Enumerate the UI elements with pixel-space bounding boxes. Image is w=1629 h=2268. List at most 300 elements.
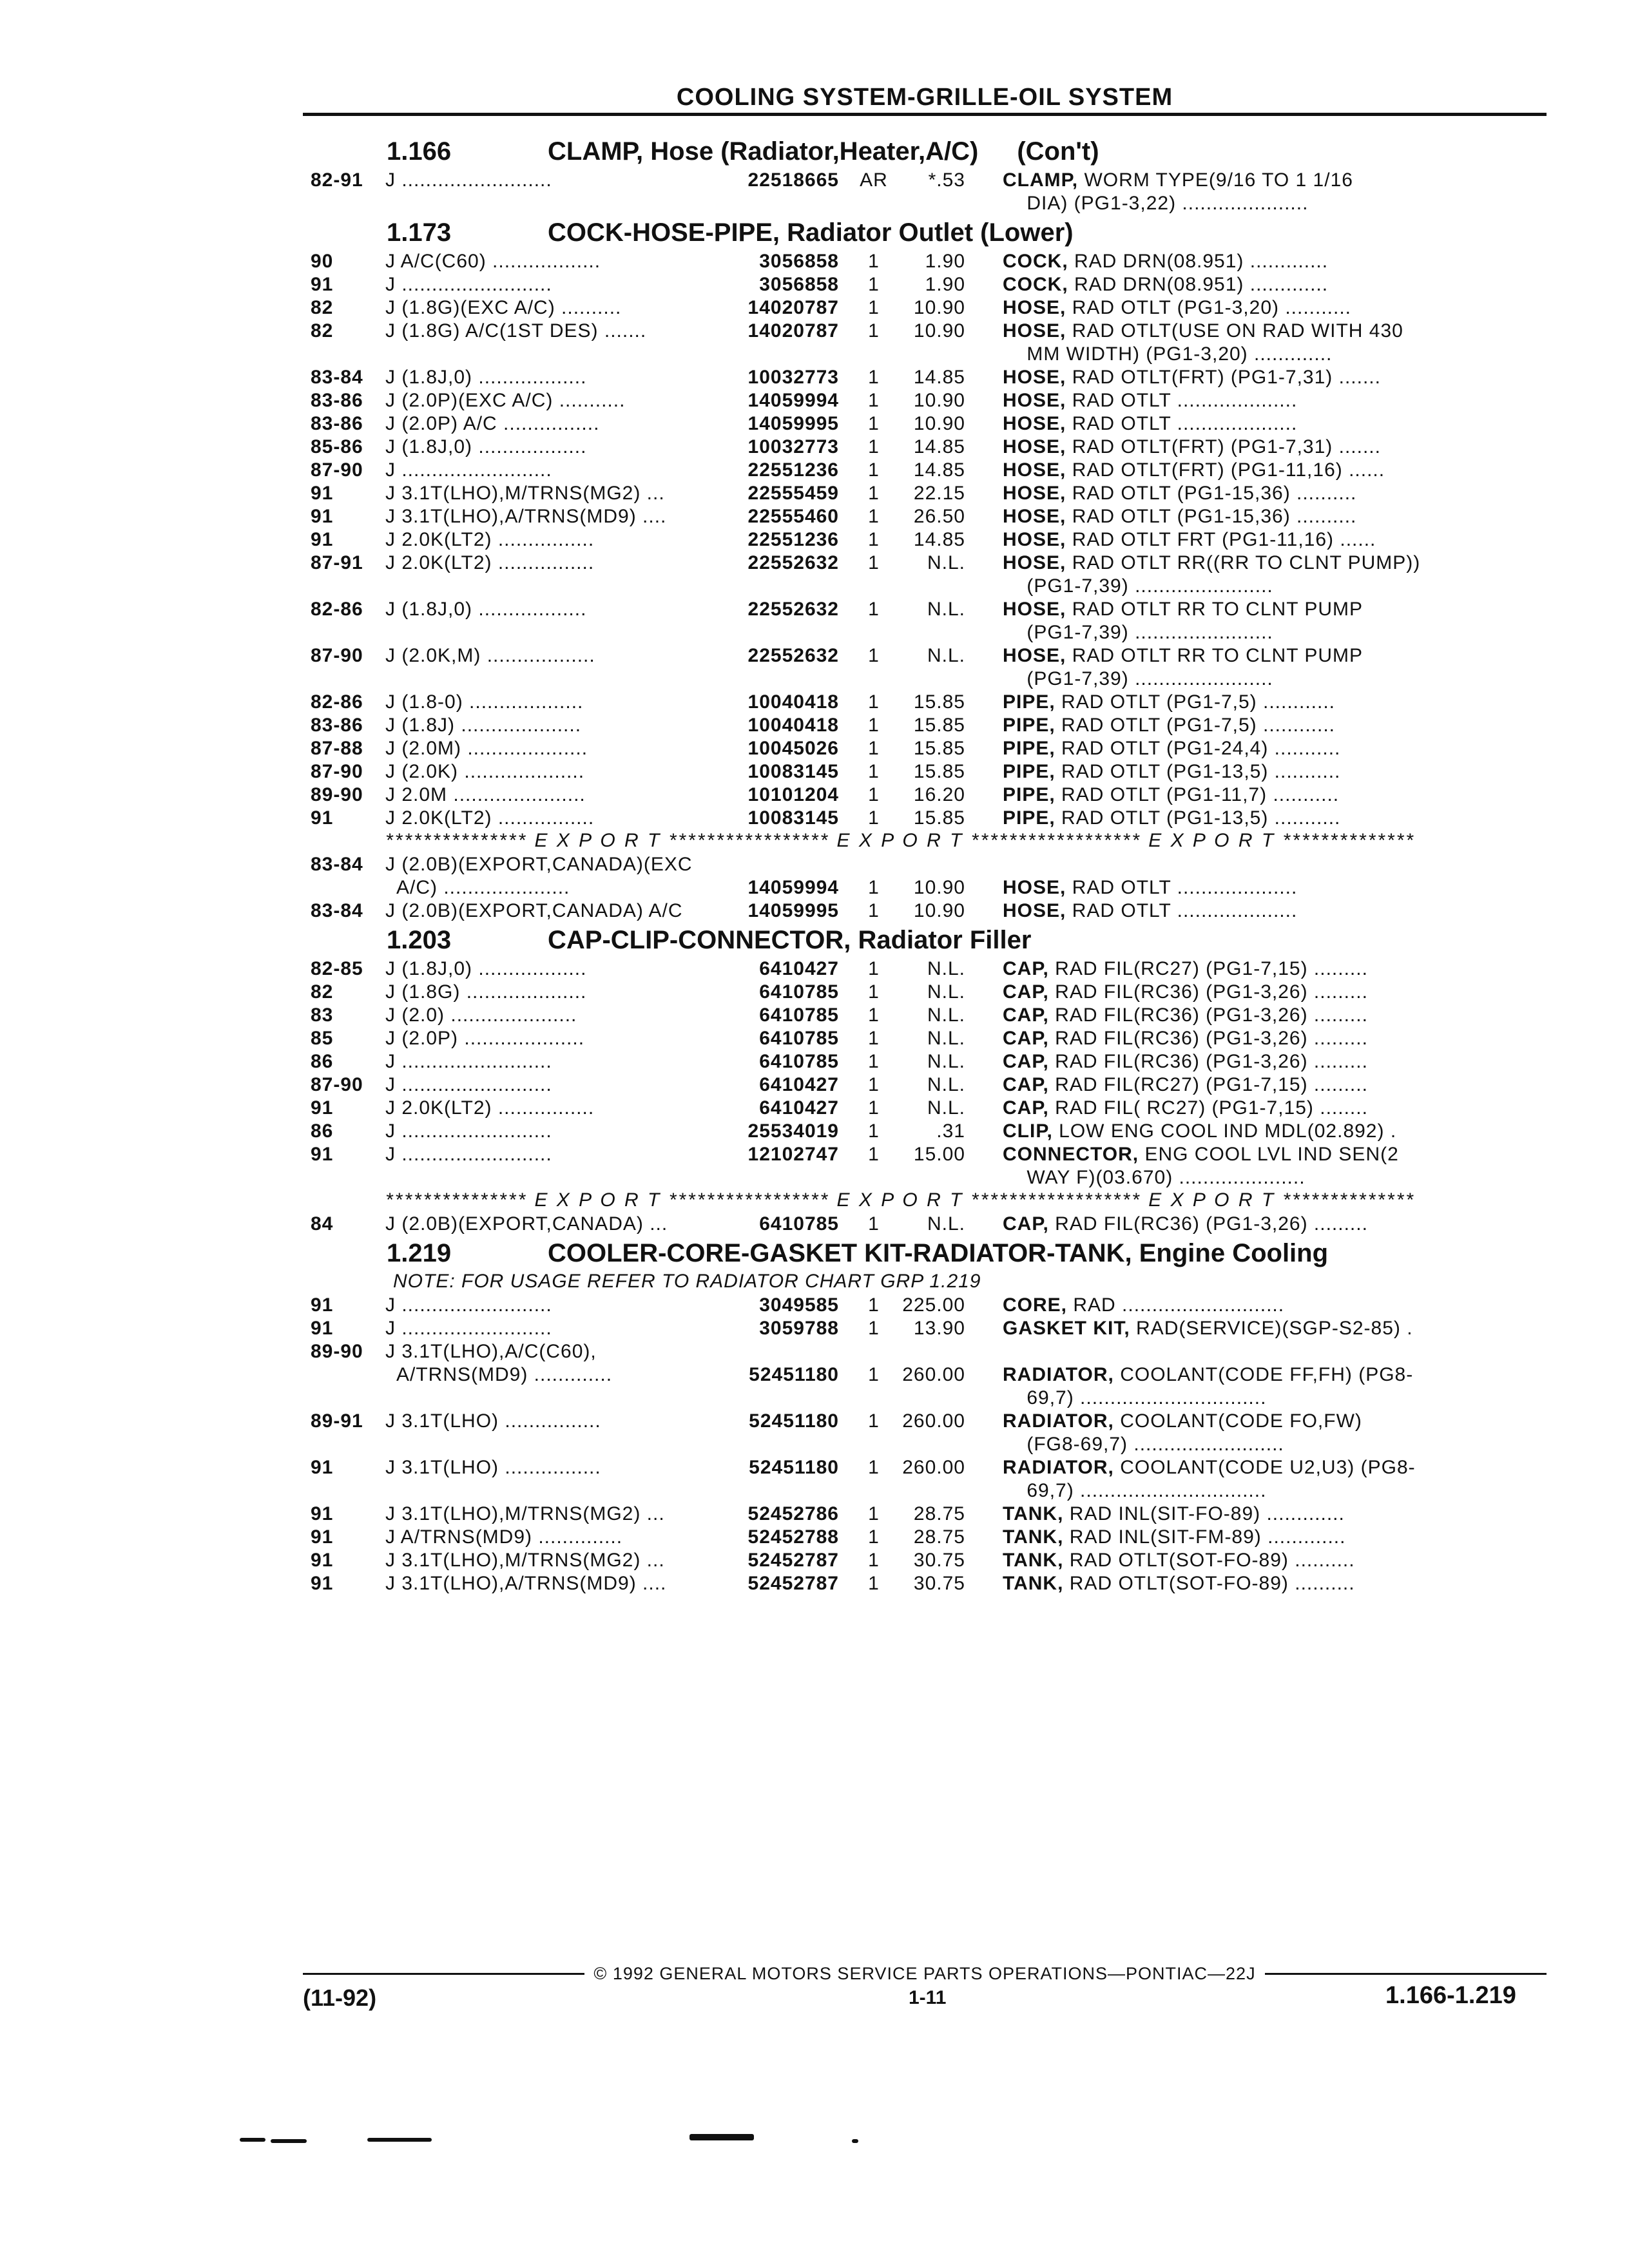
quantity: 1 (868, 691, 880, 713)
quantity: 1 (868, 1144, 880, 1165)
description-text: RAD OTLT(FRT) (PG1-7,31) ....... (1066, 436, 1381, 457)
price (893, 343, 965, 366)
part-number: 10083145 (747, 761, 839, 782)
model-year: 91 (311, 1573, 334, 1594)
description-text: LOW ENG COOL IND MDL(02.892) . (1052, 1120, 1397, 1142)
part-number: 6410785 (759, 1213, 839, 1235)
part-number: 10040418 (747, 715, 839, 736)
application: J (1.8G)(EXC A/C) .......... (385, 297, 622, 318)
description (965, 169, 1480, 192)
footer-copyright: © 1992 GENERAL MOTORS SERVICE PARTS OPERATIONS—PONTIAC—22J (593, 1964, 1256, 1983)
description-text: MM WIDTH) (PG1-3,20) ............. (1003, 343, 1333, 365)
description-keyword: RADIATOR, (1003, 1410, 1114, 1432)
description-text: RAD DRN(08.951) ............. (1068, 274, 1329, 295)
model-year: 82 (311, 981, 334, 1003)
group-heading (303, 134, 1547, 169)
quantity: 1 (868, 1120, 880, 1142)
price: 14.85 (913, 529, 965, 550)
description (965, 876, 1480, 899)
description-keyword: HOSE, (1003, 483, 1066, 504)
table-row (303, 1317, 1547, 1340)
table-row (303, 1479, 1547, 1503)
description-text: RAD FIL( RC27) (PG1-7,15) ........ (1048, 1097, 1368, 1119)
description-text: RAD OTLT RR TO CLNT PUMP (1066, 645, 1363, 666)
description-text: RAD FIL(RC36) (PG1-3,26) ......... (1048, 981, 1368, 1003)
part-number (733, 1340, 839, 1363)
part-number (733, 575, 839, 598)
table-row (303, 366, 1547, 389)
quantity: 1 (868, 645, 880, 666)
quantity: 1 (868, 274, 880, 295)
description-keyword: CLIP, (1003, 1120, 1053, 1142)
description (965, 366, 1480, 389)
part-number: 10045026 (747, 738, 839, 759)
price: 30.75 (913, 1550, 965, 1571)
table-row (303, 598, 1547, 621)
table-row (303, 575, 1547, 598)
application: J (2.0K) .................... (385, 761, 585, 782)
description-text: RAD OTLT (PG1-13,5) ........... (1055, 761, 1341, 782)
model-year: 84 (311, 1213, 334, 1235)
quantity: 1 (868, 459, 880, 481)
description-keyword: PIPE, (1003, 784, 1055, 805)
table-row (303, 1050, 1547, 1073)
price: 1.90 (925, 274, 965, 295)
part-number: 14059994 (747, 877, 839, 898)
table-row (303, 250, 1547, 273)
quantity: 1 (868, 251, 880, 272)
price: 15.00 (913, 1144, 965, 1165)
model-year: 91 (311, 1097, 334, 1119)
description (965, 552, 1480, 575)
description (965, 1120, 1480, 1143)
table-row (303, 1213, 1547, 1236)
quantity: 1 (868, 1364, 880, 1385)
model-year (303, 1479, 385, 1503)
price: 15.85 (913, 738, 965, 759)
quantity: 1 (868, 981, 880, 1003)
description-keyword: PIPE, (1003, 738, 1055, 759)
description (965, 1294, 1480, 1317)
description-text: RAD OTLT .................... (1066, 413, 1298, 434)
part-number: 22555460 (747, 506, 839, 527)
quantity: 1 (868, 1028, 880, 1049)
description-text: COOLANT(CODE U2,U3) (PG8- (1113, 1457, 1416, 1478)
part-number: 6410427 (759, 958, 839, 979)
model-year: 87-91 (311, 552, 363, 573)
group-title: CAP-CLIP-CONNECTOR, Radiator Filler (548, 926, 1032, 954)
part-number: 6410785 (759, 981, 839, 1003)
description (965, 1097, 1480, 1120)
quantity (839, 621, 893, 644)
page-title: COOLING SYSTEM-GRILLE-OIL SYSTEM (303, 84, 1547, 116)
model-year: 87-88 (311, 738, 363, 759)
application: J ......................... (385, 1074, 552, 1095)
description-keyword: HOSE, (1003, 413, 1066, 434)
price: 1.90 (925, 251, 965, 272)
application: J 2.0K(LT2) ................ (385, 529, 595, 550)
footer-group-range: 1.166-1.219 (1385, 1982, 1516, 2009)
model-year: 83 (311, 1004, 334, 1026)
quantity: 1 (868, 1550, 880, 1571)
quantity (839, 668, 893, 691)
quantity: 1 (868, 1526, 880, 1548)
application: A/TRNS(MD9) ............. (385, 1364, 613, 1385)
description-text: RAD OTLT RR TO CLNT PUMP (1066, 599, 1363, 620)
usage-note: NOTE: FOR USAGE REFER TO RADIATOR CHART GRP 1.219 (393, 1271, 981, 1292)
price: 14.85 (913, 459, 965, 481)
price: 14.85 (913, 367, 965, 388)
quantity: 1 (868, 1074, 880, 1095)
group-title: COCK-HOSE-PIPE, Radiator Outlet (Lower) (548, 218, 1074, 247)
price (893, 853, 965, 876)
table-row (303, 691, 1547, 714)
price (893, 621, 965, 644)
application: J 2.0K(LT2) ................ (385, 1097, 595, 1119)
quantity: 1 (868, 483, 880, 504)
part-number: 52452787 (747, 1550, 839, 1571)
description (965, 320, 1480, 343)
description-text: RAD OTLT (PG1-24,4) ........... (1055, 738, 1341, 759)
description-text: (PG1-7,39) ....................... (1003, 575, 1273, 597)
application: J 2.0K(LT2) ................ (385, 552, 595, 573)
application (385, 192, 733, 215)
description-text: COOLANT(CODE FO,FW) (1113, 1410, 1362, 1432)
description-text: COOLANT(CODE FF,FH) (PG8- (1113, 1364, 1414, 1385)
quantity: 1 (868, 1410, 880, 1432)
application (385, 621, 733, 644)
quantity: 1 (868, 320, 880, 341)
table-row (303, 192, 1547, 215)
model-year (303, 192, 385, 215)
application: J ......................... (385, 1294, 552, 1316)
description (965, 273, 1480, 296)
model-year (303, 1363, 385, 1387)
quantity (839, 853, 893, 876)
description-text: WAY F)(03.670) ..................... (1003, 1167, 1306, 1188)
description (965, 296, 1480, 320)
table-row (303, 1073, 1547, 1097)
application: J (1.8G) .................... (385, 981, 587, 1003)
part-number: 22555459 (747, 483, 839, 504)
price: N.L. (927, 1097, 965, 1119)
model-year: 83-86 (311, 390, 363, 411)
quantity: 1 (868, 958, 880, 979)
application: J (2.0B)(EXPORT,CANADA)(EXC (385, 854, 693, 875)
group-number: 1.166 (387, 137, 452, 166)
quantity (839, 1433, 893, 1456)
description-text: RAD OTLT(FRT) (PG1-7,31) ....... (1066, 367, 1381, 388)
quantity: 1 (868, 761, 880, 782)
table-row (303, 668, 1547, 691)
table-row (303, 981, 1547, 1004)
model-year: 82-85 (311, 958, 363, 979)
application: J 3.1T(LHO),M/TRNS(MG2) ... (385, 1550, 665, 1571)
model-year: 91 (311, 807, 334, 829)
application: J (1.8J,0) .................. (385, 599, 587, 620)
table-row (303, 1004, 1547, 1027)
description-text: WORM TYPE(9/16 TO 1 1/16 (1078, 169, 1353, 191)
quantity: 1 (868, 599, 880, 620)
parts-group (303, 134, 1547, 215)
table-row (303, 644, 1547, 668)
part-number: 52451180 (749, 1364, 839, 1385)
part-number (733, 621, 839, 644)
description (965, 575, 1480, 598)
application: J (2.0K,M) .................. (385, 645, 595, 666)
price: 28.75 (913, 1526, 965, 1548)
table-row (303, 1456, 1547, 1479)
description-text: RAD OTLT(SOT-FO-89) .......... (1063, 1573, 1355, 1594)
application: J (1.8-0) ................... (385, 691, 584, 713)
description (965, 957, 1480, 981)
price: 10.90 (913, 390, 965, 411)
description (965, 1572, 1480, 1595)
quantity: 1 (868, 1573, 880, 1594)
description-text: RAD FIL(RC27) (PG1-7,15) ......... (1048, 958, 1368, 979)
table-row (303, 714, 1547, 737)
application: A/C) ..................... (385, 877, 570, 898)
application: J (1.8G) A/C(1ST DES) ....... (385, 320, 647, 341)
price: N.L. (927, 1213, 965, 1235)
description-text: RAD ........................... (1067, 1294, 1285, 1316)
application: J ......................... (385, 1318, 552, 1339)
group-number: 1.203 (387, 926, 452, 954)
table-row (303, 528, 1547, 552)
model-year: 86 (311, 1120, 334, 1142)
description-text: RAD OTLT (PG1-15,36) .......... (1066, 483, 1357, 504)
application (385, 343, 733, 366)
description-text: RAD OTLT FRT (PG1-11,16) ...... (1066, 529, 1376, 550)
description-keyword: CLAMP, (1003, 169, 1079, 191)
scan-mark (240, 2138, 265, 2142)
description-text: RAD OTLT (PG1-3,20) ........... (1066, 297, 1352, 318)
model-year: 85-86 (311, 436, 363, 457)
application: J (1.8J,0) .................. (385, 436, 587, 457)
model-year: 83-86 (311, 413, 363, 434)
description-text: 69,7) ............................... (1003, 1387, 1267, 1408)
price (893, 1387, 965, 1410)
description (965, 981, 1480, 1004)
part-number: 10040418 (747, 691, 839, 713)
description (965, 714, 1480, 737)
price (893, 1479, 965, 1503)
application: J (2.0B)(EXPORT,CANADA) ... (385, 1213, 668, 1235)
description-keyword: PIPE, (1003, 807, 1055, 829)
price: N.L. (927, 981, 965, 1003)
description-keyword: RADIATOR, (1003, 1364, 1114, 1385)
quantity: 1 (868, 1294, 880, 1316)
price: 15.85 (913, 715, 965, 736)
quantity: 1 (868, 1051, 880, 1072)
description (965, 1526, 1480, 1549)
model-year: 87-90 (311, 761, 363, 782)
description-keyword: PIPE, (1003, 715, 1055, 736)
part-number: 10101204 (747, 784, 839, 805)
description (965, 412, 1480, 436)
description-text: ENG COOL LVL IND SEN(2 (1139, 1144, 1399, 1165)
price: 15.85 (913, 691, 965, 713)
part-number (733, 1433, 839, 1456)
description (965, 343, 1480, 366)
description-text: RAD INL(SIT-FO-89) ............. (1063, 1503, 1345, 1524)
application: J A/C(C60) .................. (385, 251, 601, 272)
table-row (303, 1294, 1547, 1317)
part-number (733, 343, 839, 366)
description-text: (PG1-7,39) ....................... (1003, 668, 1273, 689)
description-keyword: TANK, (1003, 1526, 1064, 1548)
description-keyword: HOSE, (1003, 367, 1066, 388)
application: J (1.8J,0) .................. (385, 958, 587, 979)
table-row (303, 1097, 1547, 1120)
price: .31 (936, 1120, 965, 1142)
price: 28.75 (913, 1503, 965, 1524)
description (965, 598, 1480, 621)
price: 14.85 (913, 436, 965, 457)
scan-mark (367, 2138, 432, 2142)
description (965, 1213, 1480, 1236)
description-text: RAD OTLT (PG1-15,36) .......... (1066, 506, 1357, 527)
description-keyword: GASKET KIT, (1003, 1318, 1130, 1339)
description (965, 1503, 1480, 1526)
quantity: 1 (868, 807, 880, 829)
quantity: 1 (868, 552, 880, 573)
table-row (303, 621, 1547, 644)
table-row (303, 389, 1547, 412)
price: N.L. (927, 599, 965, 620)
quantity: AR (860, 169, 888, 191)
part-number (733, 1166, 839, 1189)
application: J (2.0) ..................... (385, 1004, 577, 1026)
quantity: 1 (868, 1318, 880, 1339)
description (965, 1456, 1480, 1479)
application: J A/TRNS(MD9) .............. (385, 1526, 623, 1548)
quantity (839, 1166, 893, 1189)
model-year: 82 (311, 297, 334, 318)
quantity: 1 (868, 738, 880, 759)
table-row (303, 482, 1547, 505)
model-year: 86 (311, 1051, 334, 1072)
model-year (303, 1387, 385, 1410)
description-text: RAD OTLT (PG1-7,5) ............ (1055, 715, 1336, 736)
model-year: 82-91 (311, 169, 363, 191)
footer-rule-right (1265, 1973, 1547, 1975)
application: J ......................... (385, 1120, 552, 1142)
price: N.L. (927, 958, 965, 979)
description-keyword: HOSE, (1003, 900, 1066, 921)
description-text: RAD OTLT (PG1-13,5) ........... (1055, 807, 1341, 829)
quantity: 1 (868, 1503, 880, 1524)
part-number: 22518665 (747, 169, 839, 191)
quantity: 1 (868, 900, 880, 921)
part-number: 14059995 (747, 900, 839, 921)
table-row (303, 436, 1547, 459)
application (385, 1433, 733, 1456)
part-number: 3059788 (759, 1318, 839, 1339)
description-keyword: HOSE, (1003, 436, 1066, 457)
group-heading (303, 215, 1547, 250)
description-keyword: CAP, (1003, 1213, 1049, 1235)
price: N.L. (927, 645, 965, 666)
application: J (1.8J) .................... (385, 715, 582, 736)
table-row (303, 320, 1547, 343)
parts-group (303, 1236, 1547, 1595)
table-row (303, 412, 1547, 436)
description (965, 1549, 1480, 1572)
application: J (2.0P)(EXC A/C) ........... (385, 390, 626, 411)
price: 15.85 (913, 761, 965, 782)
table-row (303, 169, 1547, 192)
application: J ......................... (385, 274, 552, 295)
footer-copyright-line (303, 1964, 1547, 1984)
quantity: 1 (868, 1213, 880, 1235)
quantity: 1 (868, 506, 880, 527)
description-text: RAD DRN(08.951) ............. (1068, 251, 1329, 272)
description (965, 505, 1480, 528)
part-number: 22552632 (747, 599, 839, 620)
price: N.L. (927, 1028, 965, 1049)
export-banner: *************** E X P O R T ***************** E X P O R T ****************** E X P O R T ************** (385, 830, 1415, 851)
part-number: 6410785 (759, 1004, 839, 1026)
model-year: 89-91 (311, 1410, 363, 1432)
description (965, 1027, 1480, 1050)
table-row (303, 737, 1547, 760)
model-year: 90 (311, 251, 334, 272)
description-keyword: PIPE, (1003, 761, 1055, 782)
description-text: RAD INL(SIT-FM-89) ............. (1063, 1526, 1346, 1548)
application: J ......................... (385, 1051, 552, 1072)
model-year: 91 (311, 274, 334, 295)
application: J 3.1T(LHO),M/TRNS(MG2) ... (385, 483, 665, 504)
scan-mark (689, 2134, 754, 2140)
description (965, 783, 1480, 807)
table-row (303, 1503, 1547, 1526)
description-text: RAD FIL(RC36) (PG1-3,26) ......... (1048, 1213, 1368, 1235)
table-row (303, 760, 1547, 783)
application: J 3.1T(LHO),A/C(C60), (385, 1341, 597, 1362)
price (893, 192, 965, 215)
description (965, 1433, 1480, 1456)
price (893, 668, 965, 691)
price: 260.00 (902, 1364, 965, 1385)
table-row (303, 1120, 1547, 1143)
price: 15.85 (913, 807, 965, 829)
description-text: RAD FIL(RC36) (PG1-3,26) ......... (1048, 1028, 1368, 1049)
description-text: RAD OTLT(SOT-FO-89) .......... (1063, 1550, 1355, 1571)
table-row (303, 1027, 1547, 1050)
description-text: RAD OTLT (PG1-7,5) ............ (1055, 691, 1336, 713)
description-text: RAD OTLT RR((RR TO CLNT PUMP)) (1066, 552, 1421, 573)
part-number: 3056858 (759, 274, 839, 295)
price: N.L. (927, 552, 965, 573)
model-year: 91 (311, 483, 334, 504)
table-row (303, 1572, 1547, 1595)
part-number: 25534019 (747, 1120, 839, 1142)
description-keyword: HOSE, (1003, 529, 1066, 550)
group-number: 1.219 (387, 1239, 452, 1267)
price: 260.00 (902, 1410, 965, 1432)
part-number: 14059995 (747, 413, 839, 434)
description (965, 760, 1480, 783)
price: *.53 (928, 169, 965, 191)
description-text: RAD(SERVICE)(SGP-S2-85) . (1130, 1318, 1413, 1339)
description-keyword: RADIATOR, (1003, 1457, 1114, 1478)
part-number (733, 853, 839, 876)
description-keyword: COCK, (1003, 274, 1068, 295)
table-row (303, 783, 1547, 807)
export-banner: *************** E X P O R T ***************** E X P O R T ****************** E X P O R T ************** (385, 1189, 1415, 1211)
price: 22.15 (913, 483, 965, 504)
